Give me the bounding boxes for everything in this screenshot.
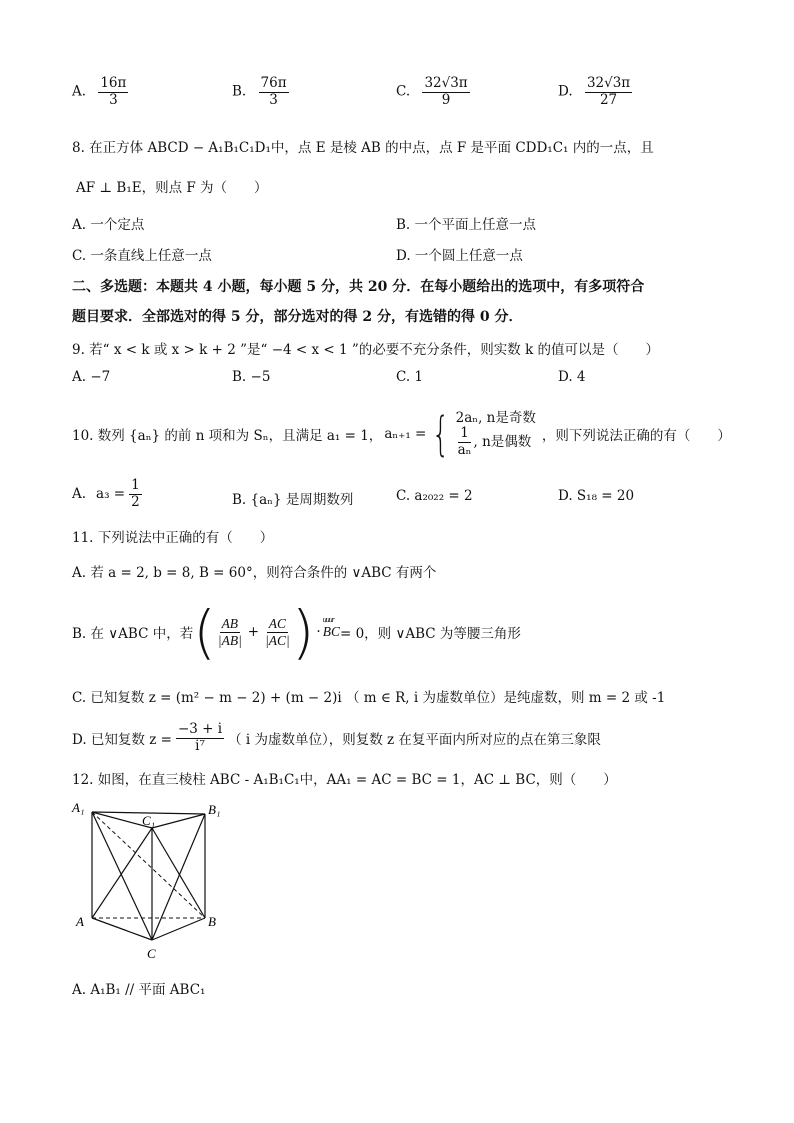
- q10-option-c: C. a₂₀₂₂ = 2: [396, 488, 473, 504]
- q7-option-c-den: 9: [441, 91, 451, 108]
- q7-option-a: [72, 76, 128, 108]
- q7-option-d-fraction: [585, 76, 632, 108]
- q10-option-a-lhs: a₃ =: [96, 486, 126, 503]
- q10-option-a-label: A.: [72, 486, 87, 503]
- q7-option-d-label: D.: [558, 83, 573, 100]
- q8-option-c: C. 一条直线上任意一点: [72, 248, 212, 264]
- q7-option-a-label: A.: [72, 83, 87, 100]
- q11-option-b-right-paren: ): [291, 598, 315, 666]
- q11-option-b-term1: [216, 616, 244, 648]
- q10-option-a-num: 1: [131, 477, 140, 493]
- q11-option-b-left-paren: (: [193, 598, 216, 666]
- label-b: B: [208, 914, 216, 929]
- q10-case2-den: aₙ: [457, 441, 472, 458]
- q11-option-d-suffix: （ i 为虚数单位），则复数 z 在复平面内所对应的点在第三象限: [228, 732, 601, 748]
- q8-option-d: D. 一个圆上任意一点: [396, 248, 523, 264]
- q8-stem-line1: 8. 在正方体 ABCD − A₁B₁C₁D₁中，点 E 是棱 AB 的中点，点 F 是平面 CDD₁C₁ 内的一点，且: [72, 140, 654, 156]
- q11-option-d: [72, 718, 601, 758]
- q9-option-a: A. −7: [72, 369, 111, 385]
- q7-option-d-num: 32√3π: [586, 75, 631, 91]
- q11-option-d-num: −3 + i: [177, 720, 223, 737]
- q7-option-a-den: 3: [109, 91, 118, 108]
- q9-stem: 9. 若“ x < k 或 x > k + 2 ”是“ −4 < x < 1 ”的必要不充分条件，则实数 k 的值可以是（ ）: [72, 342, 660, 358]
- q7-option-b-num: 76π: [260, 75, 287, 91]
- q7-option-b-label: B.: [232, 83, 247, 100]
- label-a: A: [76, 914, 84, 929]
- q11-option-b-prefix: B. 在 ∨ABC 中，若: [72, 626, 194, 642]
- q10-option-d: D. S₁₈ = 20: [558, 488, 635, 504]
- q10-cases: [456, 410, 536, 458]
- q10-option-b: B. {aₙ} 是周期数列: [232, 492, 354, 508]
- q7-option-d: [558, 76, 632, 108]
- diag-a-c1: [92, 828, 152, 918]
- q11-option-b: [72, 600, 521, 664]
- q7-option-a-fraction: [98, 76, 128, 108]
- q7-option-c-label: C.: [396, 83, 411, 100]
- q11-option-b-bc-vector: [322, 615, 340, 640]
- q7-option-c-fraction: [422, 76, 469, 108]
- q11-option-c: C. 已知复数 z = (m² − m − 2) + (m − 2)i （ m ∈ R, i 为虚数单位）是纯虚数，则 m = 2 或 -1: [72, 690, 666, 706]
- q8-option-a: A. 一个定点: [72, 217, 145, 233]
- q11-option-a: A. 若 a = 2, b = 8, B = 60°，则符合条件的 ∨ABC 有两个: [72, 565, 437, 581]
- q11-option-b-term2-den: |AC|: [265, 632, 290, 648]
- q10-case2: [456, 426, 536, 458]
- q10-option-a-den: 2: [131, 493, 140, 510]
- q10-case1: 2aₙ, n是奇数: [455, 409, 536, 426]
- q9-option-c: C. 1: [396, 369, 424, 385]
- q11-option-b-dot: ·: [316, 624, 321, 640]
- label-b1: B₁: [208, 802, 221, 817]
- q7-option-c-num: 32√3π: [424, 75, 468, 91]
- q7-option-b-fraction: [259, 76, 289, 108]
- q11-option-d-prefix: D. 已知复数 z =: [72, 732, 172, 748]
- q11-option-b-term1-num: AB: [221, 615, 239, 631]
- diag-c1-b: [152, 828, 205, 918]
- edge-c1-b1: [152, 814, 205, 828]
- q10-case2-num: 1: [460, 425, 469, 442]
- section2-heading-line1: 二、多选题：本题共 4 小题，每小题 5 分，共 20 分．在每小题给出的选项中，有多项符合: [72, 279, 645, 295]
- q12-option-a: A. A₁B₁ // 平面 ABC₁: [72, 982, 206, 998]
- label-a1: A₁: [72, 800, 85, 815]
- q8-stem-line2: AF ⊥ B₁E，则点 F 为（ ）: [76, 180, 268, 196]
- q10-case2-tail: , n是偶数: [473, 434, 532, 450]
- q7-option-b: [232, 76, 289, 108]
- q11-option-d-den: i⁷: [195, 737, 205, 754]
- q12-prism-figure: [70, 798, 230, 968]
- q11-stem: 11. 下列说法中正确的有（ ）: [72, 530, 274, 546]
- q10-suffix: ，则下列说法正确的有（ ）: [541, 428, 731, 444]
- q11-option-b-term2: [263, 616, 292, 648]
- q10-option-a-fraction: [129, 478, 142, 510]
- q9-option-d: D. 4: [558, 369, 586, 385]
- label-c1: C₁: [142, 813, 156, 828]
- q11-option-b-bc: BC: [322, 624, 340, 639]
- q10-case2-fraction: [456, 426, 474, 458]
- q9-option-b: B. −5: [232, 369, 271, 385]
- q11-option-b-term1-den: |AB|: [217, 632, 242, 648]
- q11-option-b-suffix: = 0，则 ∨ABC 为等腰三角形: [339, 626, 521, 642]
- q10-lhs: aₙ₊₁ =: [384, 426, 427, 442]
- q10-prefix: 10. 数列 {aₙ} 的前 n 项和为 Sₙ，且满足 a₁ = 1，: [72, 428, 383, 444]
- q8-option-b: B. 一个平面上任意一点: [396, 217, 537, 233]
- q11-option-d-fraction: [176, 722, 224, 754]
- label-c: C: [147, 946, 156, 961]
- q10-piecewise-brace: {: [432, 407, 450, 461]
- q10-option-a: [72, 478, 142, 510]
- q12-stem: 12. 如图，在直三棱柱 ABC - A₁B₁C₁中，AA₁ = AC = BC = 1，AC ⊥ BC，则（ ）: [72, 772, 617, 788]
- section2-heading-line2: 题目要求．全部选对的得 5 分，部分选对的得 2 分，有选错的得 0 分．: [72, 309, 523, 325]
- q7-option-b-den: 3: [269, 91, 278, 108]
- q11-option-b-vector-arrow: uuur: [322, 615, 334, 624]
- q7-option-c: [396, 76, 470, 108]
- q7-option-d-den: 27: [599, 91, 618, 108]
- q7-option-a-num: 16π: [100, 75, 127, 91]
- q11-option-b-plus: +: [247, 624, 260, 640]
- q11-option-b-term2-num: AC: [268, 615, 287, 631]
- q10-stem: [72, 398, 731, 470]
